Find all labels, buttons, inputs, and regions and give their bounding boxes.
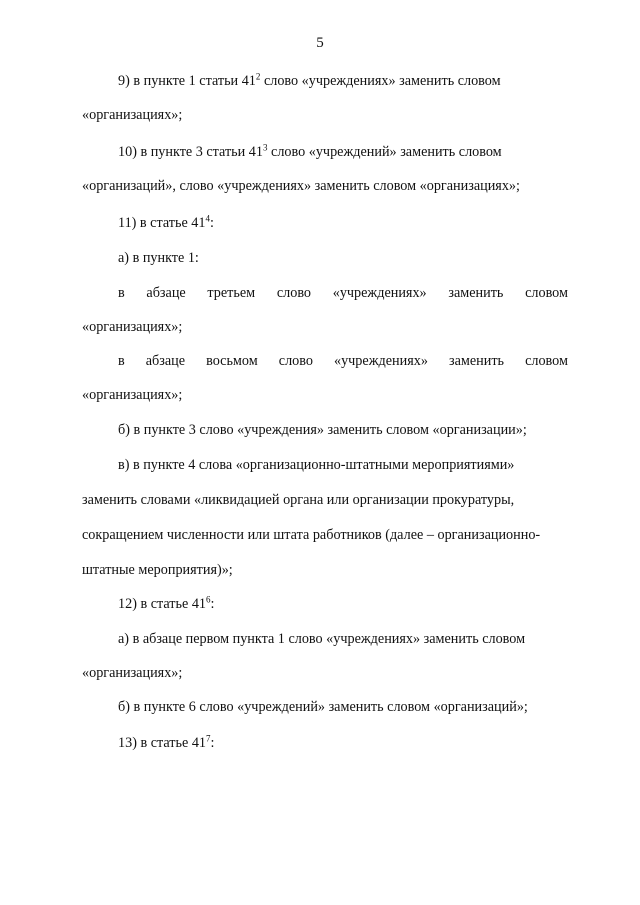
word: заменить <box>448 285 504 301</box>
item-10-start: 10) в пункте 3 статьи 41 <box>118 144 263 160</box>
item-11-a-para-2-line-2: «организациях»; <box>82 387 183 403</box>
word: абзаце <box>146 285 186 301</box>
word: словом <box>525 353 568 369</box>
word: третьем <box>207 285 256 301</box>
item-11-a-para-1-line-2: «организациях»; <box>82 319 183 335</box>
item-12-sub-b: б) в пункте 6 слово «учреждений» заменить словом «организаций»; <box>118 699 528 715</box>
word: словом <box>525 285 568 301</box>
item-9-superscript: 2 <box>255 71 261 82</box>
item-13-superscript: 7 <box>206 733 211 744</box>
item-9-line-2: «организациях»; <box>82 107 183 123</box>
item-10-line-1 <box>118 143 502 161</box>
item-12-text: 12) в статье 41 <box>118 596 207 612</box>
word: абзаце <box>145 353 186 369</box>
item-11-sub-v-line-4: штатные мероприятия)»; <box>82 562 233 578</box>
item-10-end: слово «учреждений» заменить словом <box>267 144 502 160</box>
item-11-sub-v-line-3: сокращением численности или штата работников (далее – организационно- <box>82 527 541 543</box>
item-12-tail: : <box>210 596 215 612</box>
item-13-text: 13) в статье 41 <box>118 735 207 751</box>
item-12-superscript: 6 <box>206 594 211 605</box>
item-11-sub-v-line-1: в) в пункте 4 слова «организационно-штатными мероприятиями» <box>118 457 515 473</box>
item-13-heading <box>118 734 214 752</box>
item-9-end: слово «учреждениях» заменить словом <box>260 73 501 89</box>
word: заменить <box>448 353 505 369</box>
word: слово <box>278 353 313 369</box>
item-11-tail: : <box>209 215 214 231</box>
item-9-text <box>118 72 501 90</box>
word: восьмом <box>206 353 258 369</box>
word: в <box>118 353 125 369</box>
item-11-text: 11) в статье 41 <box>118 215 206 231</box>
page-number: 5 <box>316 35 324 51</box>
word: в <box>118 285 125 301</box>
word: «учреждениях» <box>333 353 428 369</box>
item-11-heading <box>118 214 214 232</box>
item-11-sub-b: б) в пункте 3 слово «учреждения» заменить словом «организации»; <box>118 422 527 438</box>
item-12-sub-a-line-2: «организациях»; <box>82 665 183 681</box>
item-11-superscript: 4 <box>205 213 210 224</box>
item-9-line-1 <box>118 72 570 90</box>
word: слово <box>276 285 312 301</box>
word: «учреждениях» <box>332 285 427 301</box>
item-11-a-para-2-line-1 <box>118 352 568 370</box>
item-11-a-para-1-line-1 <box>118 284 568 302</box>
item-11-sub-a: а) в пункте 1: <box>118 250 199 266</box>
item-12-heading <box>118 595 214 613</box>
item-9-start: 9) в пункте 1 статьи 41 <box>118 73 256 89</box>
item-13-tail: : <box>210 735 215 751</box>
item-11-sub-v-line-2: заменить словами «ликвидацией органа или организации прокуратуры, <box>82 492 515 508</box>
item-12-sub-a-line-1: а) в абзаце первом пункта 1 слово «учреждениях» заменить словом <box>118 631 526 647</box>
item-10-line-2: «организаций», слово «учреждениях» заменить словом «организациях»; <box>82 178 520 194</box>
item-10-superscript: 3 <box>262 142 268 153</box>
